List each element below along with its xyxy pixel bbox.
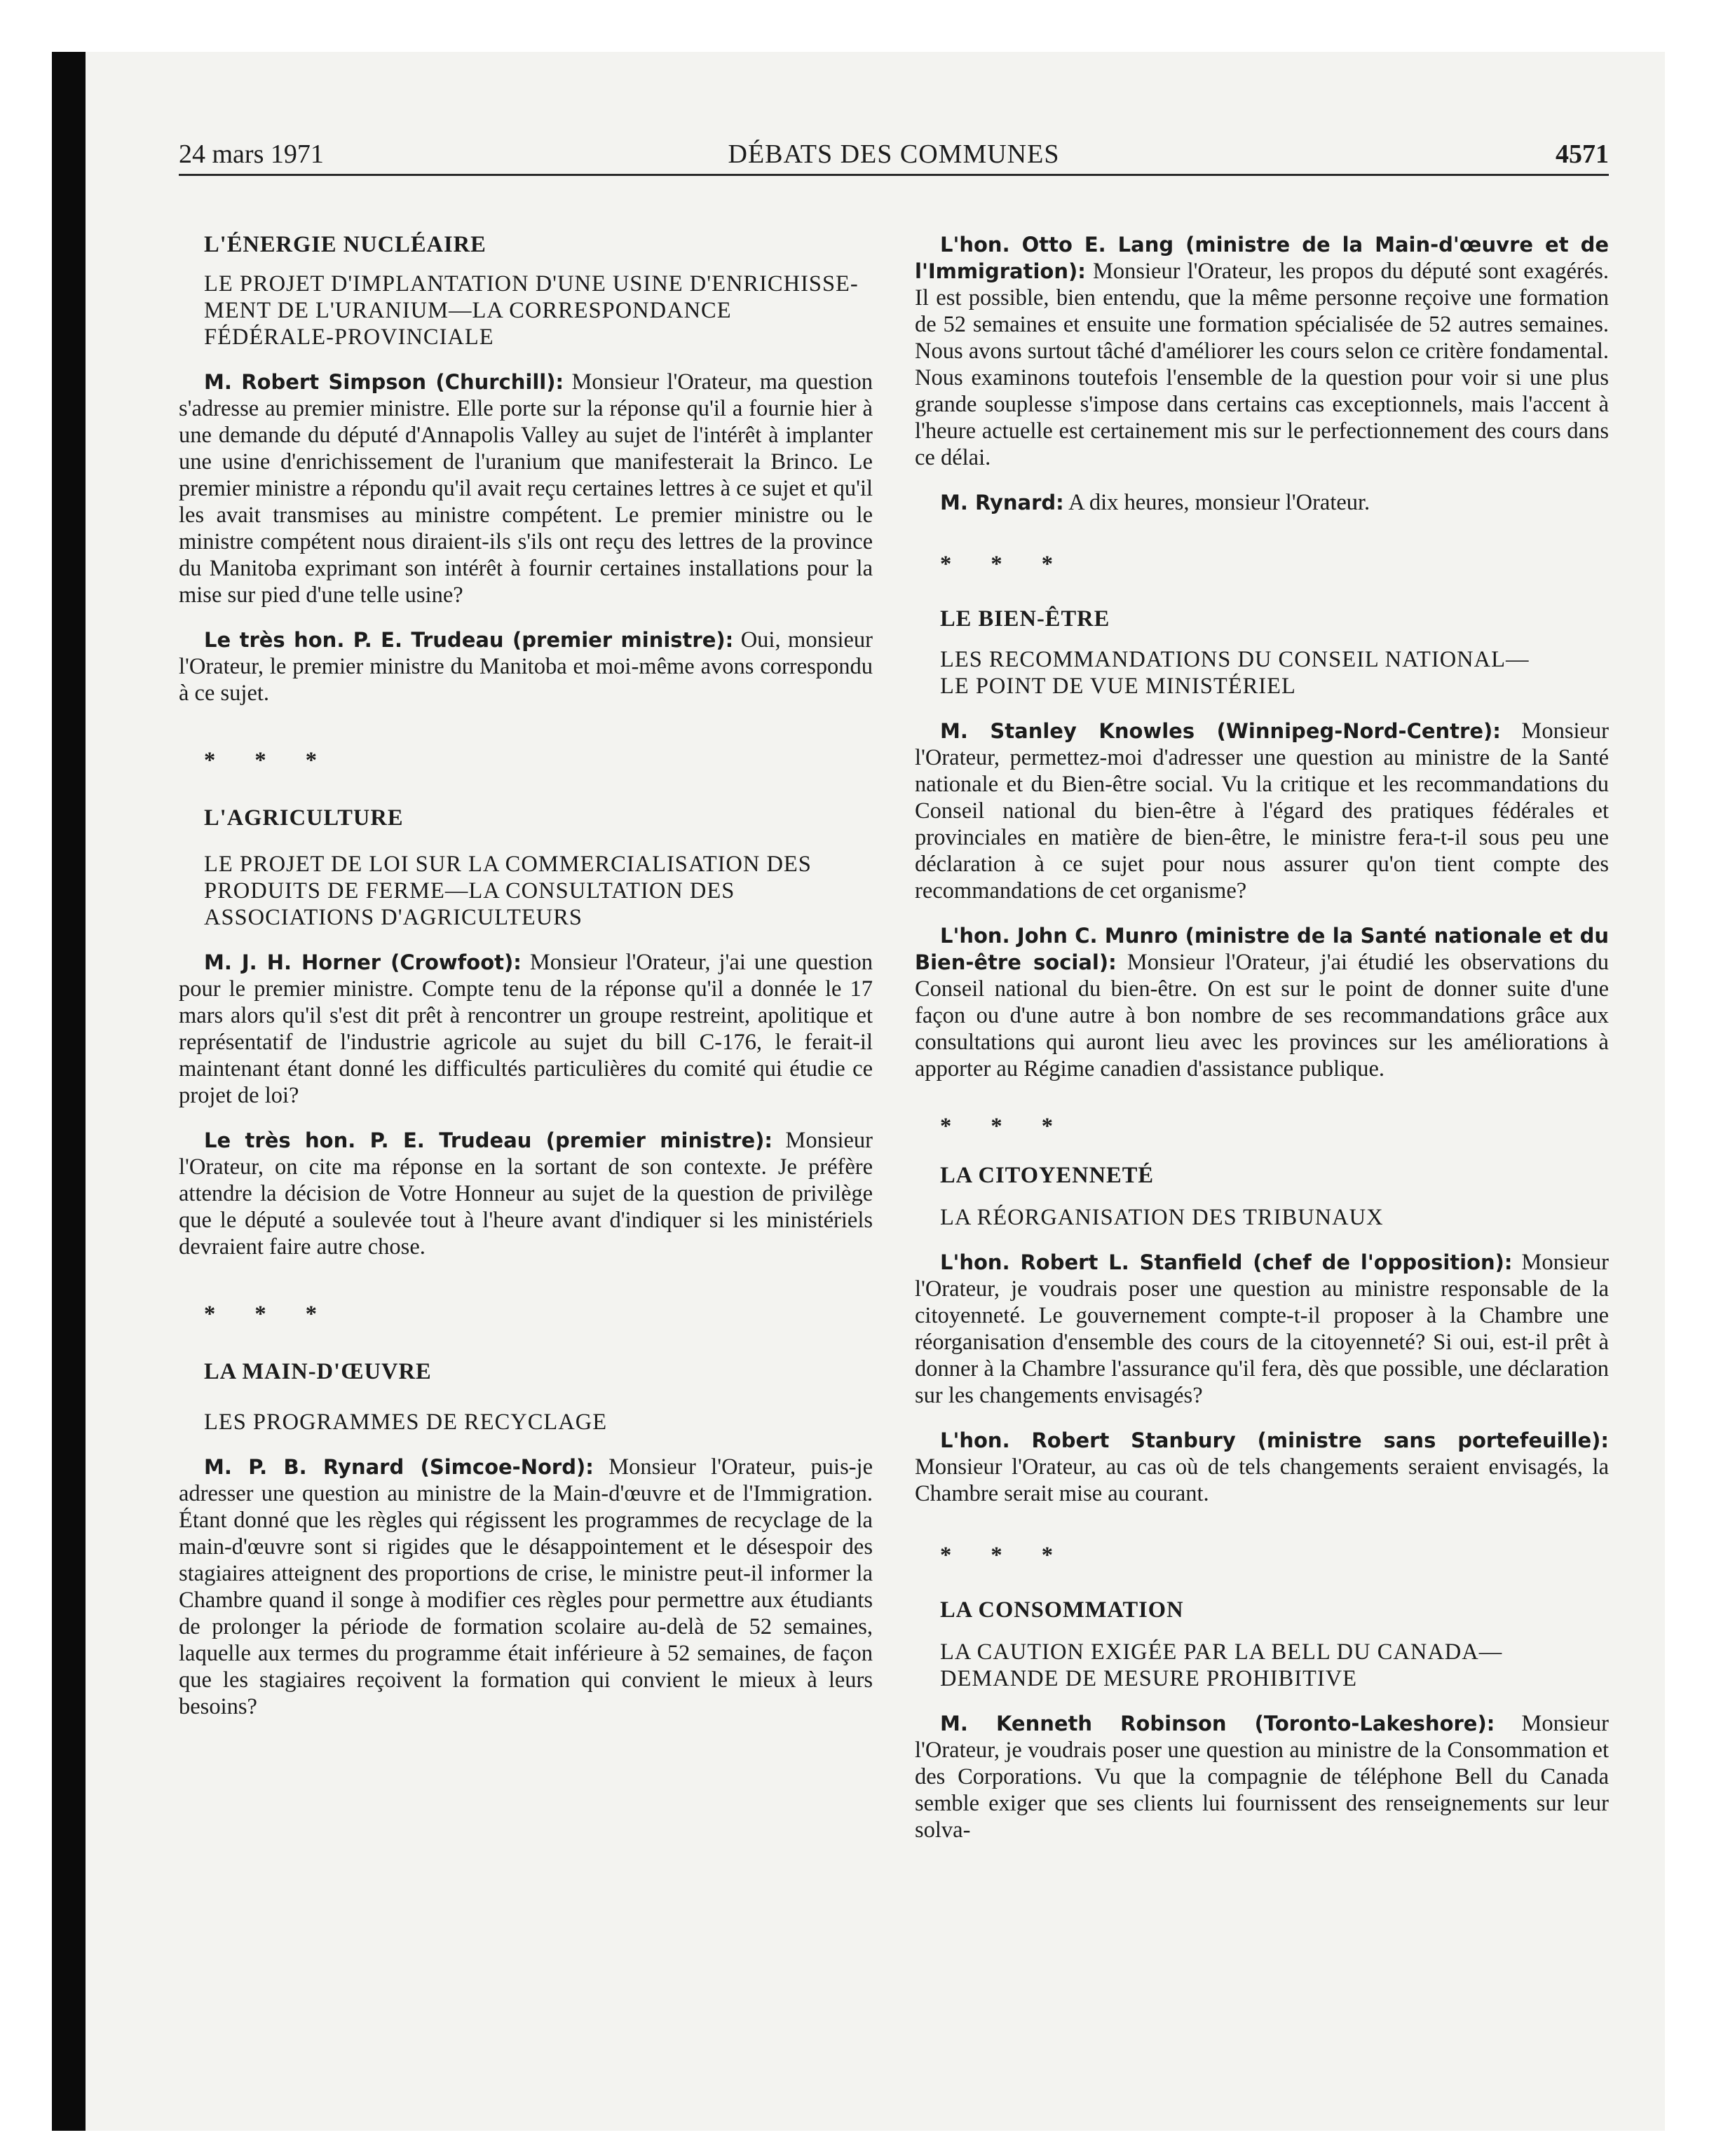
section-title-main-doeuvre: LA MAIN-D'ŒUVRE — [204, 1359, 432, 1384]
speaker-name: L'hon. John C. Munro (ministre de la Santé nationale et du Bien-être social): — [915, 924, 1609, 974]
speech-text: Monsieur l'Orateur, puis-je adresser une question au ministre de la Main-d'œuvre et de l'Immigration. Étant donné que les règles qui régissent les programmes de recyclage de la main-d'œuvre sont si rigides que le désappointement et le désespoir des stagiaires atteignent des proportions de crise, le ministre peut-il informer la Chambre quand il songe à modifier ces règles pour permettre aux étudiants de prolonger la période de formation scolaire au-delà de 52 semaines, laquelle aux termes du programme était inférieure à 52 semaines, de façon que les stagiaires reçoivent la formation qui convient le mieux à leurs besoins? — [179, 1454, 873, 1719]
speech-text: Monsieur l'Orateur, ma question s'adresse au premier ministre. Elle porte sur la réponse qu'il a fournie hier à une demande du député d'Annapolis Valley au sujet de l'intérêt à implanter une usine d'enrichissement de l'uranium que manifesterait la Brinco. Le premier ministre a répondu qu'il avait reçu certaines lettres à ce sujet et qu'il les avait transmises au ministre compétent. Le premier ministre ou le ministre compétent nous diraient-ils s'ils ont reçu des lettres de la province du Manitoba exprimant son intérêt à fournir certaines installations pour la mise sur pied d'une telle usine? — [179, 369, 873, 608]
right-column — [915, 231, 1609, 1843]
section-subtitle: LE PROJET D'IMPLANTATION D'UNE USINE D'ENRICHISSE- — [204, 271, 859, 296]
section-subtitle: LE PROJET DE LOI SUR LA COMMERCIALISATION DES — [204, 852, 812, 877]
speech-paragraph — [179, 1127, 873, 1260]
header-title: DÉBATS DES COMMUNES — [728, 139, 1060, 169]
speaker-name: Le très hon. P. E. Trudeau (premier ministre): — [204, 628, 734, 652]
section-subtitle: ASSOCIATIONS D'AGRICULTEURS — [204, 905, 583, 930]
section-title-agriculture: L'AGRICULTURE — [204, 805, 404, 831]
section-subtitle: LES PROGRAMMES DE RECYCLAGE — [204, 1410, 608, 1435]
speech-paragraph — [179, 627, 873, 707]
running-header — [179, 137, 1609, 176]
speaker-name: M. Rynard: — [940, 491, 1064, 514]
speech-paragraph — [179, 1454, 873, 1720]
speaker-name: M. J. H. Horner (Crowfoot): — [204, 950, 522, 974]
left-column — [179, 231, 873, 1720]
section-title-energie: L'ÉNERGIE NUCLÉAIRE — [204, 232, 487, 257]
section-subtitle: PRODUITS DE FERME—LA CONSULTATION DES — [204, 878, 735, 903]
section-subtitle: DEMANDE DE MESURE PROHIBITIVE — [940, 1666, 1358, 1691]
section-subtitle: LA RÉORGANISATION DES TRIBUNAUX — [940, 1205, 1384, 1230]
section-title-consommation: LA CONSOMMATION — [940, 1597, 1184, 1623]
speaker-name: M. Stanley Knowles (Winnipeg-Nord-Centre): — [940, 719, 1501, 743]
speech-text: Monsieur l'Orateur, permettez-moi d'adresser une question au ministre de la Santé nationale et du Bien-être social. Vu la critique et les recommandations du Conseil national du bien-être à l'égard des pratiques fédérales et provinciales en matière de bien-être, le ministre fera-t-il sous peu une déclaration à ce sujet pour nous assurer qu'on tient compte des recommandations de cet organisme? — [915, 718, 1609, 903]
section-subtitle: LE POINT DE VUE MINISTÉRIEL — [940, 674, 1296, 699]
speech-text: Monsieur l'Orateur, les propos du député sont exagérés. Il est possible, bien entendu, que la même personne reçoive une formation de 52 semaines et ensuite une formation spécialisée de 52 autres semaines. Nous avons surtout tâché d'améliorer les cours selon ce critère fondamental. Nous examinons toutefois l'ensemble de la question pour voir si une plus grande souplesse s'impose dans certains cas exceptionnels, mais l'accent à l'heure actuelle est certainement mis sur le perfectionnement des cours dans ce délai. — [915, 259, 1609, 470]
speech-text: Monsieur l'Orateur, on cite ma réponse en la sortant de son contexte. Je préfère attendre la décision de Votre Honneur au sujet de la question de privilège que le député a soulevée tout à l'heure avant d'indiquer si les ministériels devraient faire autre chose. — [179, 1128, 873, 1260]
section-subtitle: MENT DE L'URANIUM—LA CORRESPONDANCE — [204, 298, 732, 323]
speech-text: Monsieur l'Orateur, au cas où de tels changements seraient envisagés, la Chambre serait mise au courant. — [915, 1454, 1609, 1506]
section-separator: * * * — [940, 1543, 1070, 1568]
speaker-name: Le très hon. P. E. Trudeau (premier ministre): — [204, 1128, 773, 1152]
speech-paragraph — [915, 922, 1609, 1082]
speech-text: Oui, monsieur l'Orateur, le premier ministre du Manitoba et moi-même avons correspondu à ce sujet. — [179, 627, 873, 706]
speech-text: A dix heures, monsieur l'Orateur. — [1063, 490, 1370, 515]
speaker-name: L'hon. Otto E. Lang (ministre de la Main-d'œuvre et de l'Immigration): — [915, 233, 1609, 283]
speech-paragraph — [915, 231, 1609, 471]
page-number: 4571 — [1556, 139, 1609, 169]
section-subtitle: LES RECOMMANDATIONS DU CONSEIL NATIONAL— — [940, 647, 1530, 672]
speaker-name: L'hon. Robert L. Stanfield (chef de l'opposition): — [940, 1250, 1513, 1274]
speaker-name: M. P. B. Rynard (Simcoe-Nord): — [204, 1455, 594, 1479]
speech-paragraph — [179, 369, 873, 608]
speech-paragraph — [915, 1427, 1609, 1507]
section-separator: * * * — [204, 748, 334, 773]
speaker-name: L'hon. Robert Stanbury (ministre sans portefeuille): — [940, 1428, 1609, 1452]
speaker-name: M. Robert Simpson (Churchill): — [204, 370, 564, 394]
section-separator: * * * — [204, 1302, 334, 1327]
speech-paragraph — [915, 489, 1609, 516]
section-subtitle: LA CAUTION EXIGÉE PAR LA BELL DU CANADA— — [940, 1639, 1503, 1665]
speech-text: Monsieur l'Orateur, je voudrais poser une question au ministre responsable de la citoyenneté. Le gouvernement compte-t-il proposer à la Chambre une réorganisation d'ensemble des cours de la citoyenneté? Si oui, est-il prêt à donner à la Chambre l'assurance qu'il fera, dès que possible, une déclaration sur les changements envisagés? — [915, 1250, 1609, 1408]
speaker-name: M. Kenneth Robinson (Toronto-Lakeshore): — [940, 1712, 1495, 1735]
speech-text: Monsieur l'Orateur, j'ai étudié les observations du Conseil national du bien-être. On est sur le point de donner suite d'une façon ou d'une autre à bon nombre de ses recommandations grâce aux consultations qui auront lieu avec les provinces sur les améliorations à apporter au Régime canadien d'assistance publique. — [915, 950, 1610, 1082]
section-title-citoyennete: LA CITOYENNETÉ — [940, 1163, 1155, 1188]
section-separator: * * * — [940, 552, 1070, 577]
binding-edge — [52, 52, 86, 2131]
speech-paragraph — [915, 1249, 1609, 1409]
speech-paragraph — [179, 949, 873, 1109]
header-date: 24 mars 1971 — [179, 139, 324, 169]
speech-text: Monsieur l'Orateur, j'ai une question pour le premier ministre. Compte tenu de la réponse qu'il a donnée le 17 mars alors qu'il s'est dit prêt à rencontrer un groupe restreint, apolitique et représentatif de l'industrie agricole au sujet du bill C-176, le ferait-il maintenant étant donné les difficultés particulières du comité qui étudie ce projet de loi? — [179, 950, 873, 1108]
speech-paragraph — [915, 1710, 1609, 1843]
section-subtitle: FÉDÉRALE-PROVINCIALE — [204, 325, 494, 350]
speech-text: Monsieur l'Orateur, je voudrais poser une question au ministre de la Consommation et des Corporations. Vu que la compagnie de téléphone Bell du Canada semble exiger que ses clients lui fournissent des renseignements sur leur solva- — [915, 1711, 1609, 1843]
section-title-bien-etre: LE BIEN-ÊTRE — [940, 606, 1110, 632]
speech-paragraph — [915, 718, 1609, 904]
section-separator: * * * — [940, 1114, 1070, 1139]
